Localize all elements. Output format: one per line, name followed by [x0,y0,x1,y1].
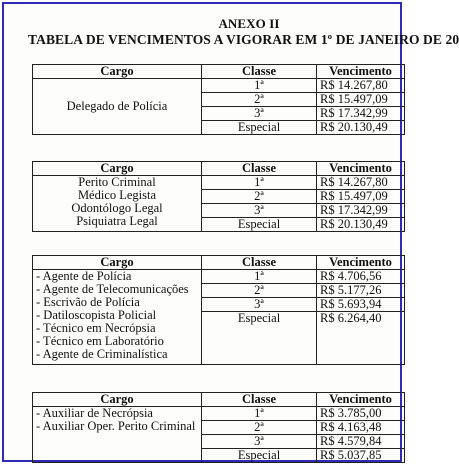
cargo-name: Perito Criminal [78,175,156,189]
salary-table-auxiliar [32,392,405,463]
vencimento-cell: R$ 20.130,49 [317,218,405,232]
vencimento-cell: R$ 15.497,09 [317,190,405,204]
col-header-cargo: Cargo [33,256,202,270]
cargo-name: - Técnico em Necrópsia [36,321,156,335]
col-header-classe: Classe [202,256,317,270]
vencimento-cell: R$ 14.267,80 [317,79,405,93]
classe-cell: 2ª [202,421,317,435]
vencimento-cell: R$ 5.693,94 [317,298,405,312]
classe-cell: 1ª [202,176,317,190]
classe-cell: Especial [202,121,317,135]
classe-cell: 1ª [202,407,317,421]
cargo-name: - Agente de Telecomunicações [36,282,189,296]
table-row [33,176,405,190]
vencimento-cell: R$ 14.267,80 [317,176,405,190]
col-header-classe: Classe [202,393,317,407]
col-header-classe: Classe [202,162,317,176]
vencimento-cell: R$ 4.163,48 [317,421,405,435]
cargo-name: Psiquiatra Legal [76,214,158,228]
classe-cell: 1ª [202,270,317,284]
cargo-name: Médico Legista [77,188,157,202]
salary-table-delegado [32,64,405,135]
salary-table-agentes [32,255,405,365]
table-header-row [33,65,405,79]
col-header-cargo: Cargo [33,162,202,176]
document-page [2,2,459,462]
cargo-name: Delegado de Polícia [66,99,168,113]
vencimento-cell: R$ 6.264,40 [317,312,405,365]
cargo-cell [33,407,202,463]
classe-cell: Especial [202,218,317,232]
cargo-name: Odontólogo Legal [71,201,163,215]
col-header-classe: Classe [202,65,317,79]
table-row [33,79,405,93]
vencimento-cell: R$ 17.342,99 [317,204,405,218]
table-title: TABELA DE VENCIMENTOS A VIGORAR EM 1º DE JANEIRO DE 20 [28,32,459,47]
vencimento-cell: R$ 5.037,85 [317,449,405,463]
vencimento-cell: R$ 4.579,84 [317,435,405,449]
classe-cell: 3ª [202,435,317,449]
vencimento-cell: R$ 20.130,49 [317,121,405,135]
classe-cell: Especial [202,312,317,365]
classe-cell: Especial [202,449,317,463]
vencimento-cell: R$ 3.785,00 [317,407,405,421]
cargo-name: - Agente de Criminalística [36,347,168,361]
table-row [33,407,405,421]
cargo-name: - Técnico em Laboratório [36,334,164,348]
vencimento-cell: R$ 15.497,09 [317,93,405,107]
col-header-vencimento: Vencimento [317,162,405,176]
cargo-name: - Auxiliar Oper. Perito Criminal [36,419,196,433]
classe-cell: 2ª [202,284,317,298]
classe-cell: 2ª [202,93,317,107]
classe-cell: 3ª [202,298,317,312]
vencimento-cell: R$ 5.177,26 [317,284,405,298]
classe-cell: 1ª [202,79,317,93]
vencimento-cell: R$ 4.706,56 [317,270,405,284]
col-header-vencimento: Vencimento [317,256,405,270]
cargo-name: - Datiloscopista Policial [36,308,157,322]
salary-table-perito [32,161,405,232]
col-header-vencimento: Vencimento [317,393,405,407]
cargo-name: - Escrivão de Polícia [36,295,140,309]
cargo-cell [33,270,202,365]
table-header-row [33,162,405,176]
table-header-row [33,393,405,407]
cargo-cell [33,176,202,232]
col-header-cargo: Cargo [33,65,202,79]
col-header-cargo: Cargo [33,393,202,407]
cargo-name: - Auxiliar de Necrópsia [36,406,153,420]
classe-cell: 3ª [202,204,317,218]
classe-cell: 2ª [202,190,317,204]
cargo-cell [33,79,202,135]
classe-cell: 3ª [202,107,317,121]
table-header-row [33,256,405,270]
vencimento-cell: R$ 17.342,99 [317,107,405,121]
cargo-name: - Agente de Polícia [36,269,132,283]
table-row [33,270,405,284]
annex-title: ANEXO II [218,16,280,31]
col-header-vencimento: Vencimento [317,65,405,79]
